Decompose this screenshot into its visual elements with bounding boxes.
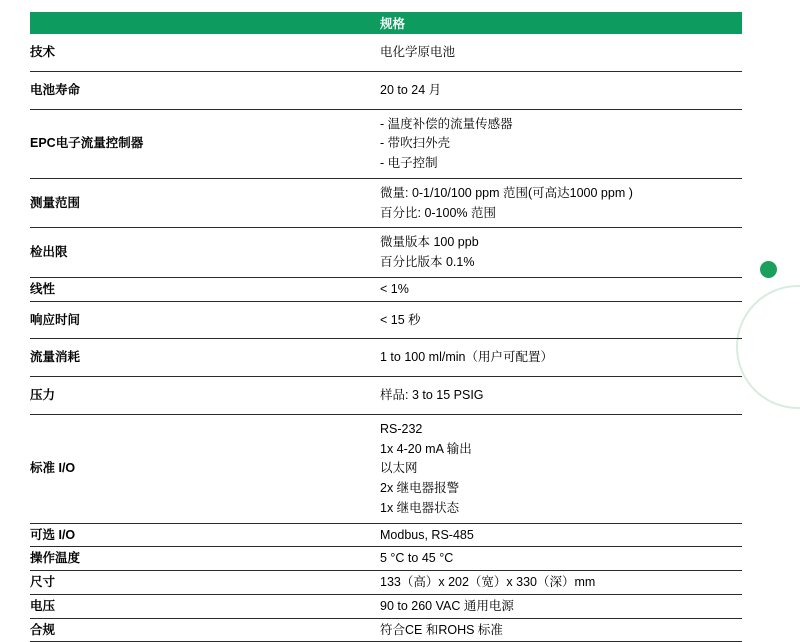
table-row xyxy=(30,178,742,228)
table-head xyxy=(30,12,742,34)
value-line: 百分比: 0-100% 范围 xyxy=(380,205,497,220)
row-label: 测量范围 xyxy=(30,178,380,228)
row-label: 线性 xyxy=(30,277,380,301)
table-row xyxy=(30,594,742,618)
value-line: 1x 4-20 mA 输出 xyxy=(380,441,472,456)
value-line: 2x 继电器报警 xyxy=(380,481,460,495)
table-row xyxy=(30,377,742,415)
row-label: 操作温度 xyxy=(30,547,380,571)
value-line: 5 °C to 45 °C xyxy=(380,551,454,566)
row-value xyxy=(380,228,742,278)
row-value xyxy=(380,71,742,109)
table-row xyxy=(30,547,742,571)
table-row xyxy=(30,34,742,71)
value-line: 133（高）x 202（宽）x 330（深）mm xyxy=(380,575,596,589)
value-line: 20 to 24 月 xyxy=(380,82,442,97)
value-line: - 带吹扫外壳 xyxy=(380,136,451,151)
row-label: 检出限 xyxy=(30,228,380,278)
row-label: 电压 xyxy=(30,594,380,618)
row-value xyxy=(380,523,742,547)
row-value xyxy=(380,547,742,571)
row-value xyxy=(380,109,742,178)
row-label: 可选 I/O xyxy=(30,523,380,547)
value-line: 符合CE 和ROHS 标准 xyxy=(380,622,503,637)
specification-table-container xyxy=(30,12,742,642)
table-row xyxy=(30,571,742,595)
row-label: 压力 xyxy=(30,377,380,415)
table-row xyxy=(30,339,742,377)
row-value xyxy=(380,178,742,228)
row-value xyxy=(380,377,742,415)
row-label: 技术 xyxy=(30,34,380,71)
row-label: 标准 I/O xyxy=(30,414,380,523)
value-line: RS-232 xyxy=(380,421,423,436)
row-label: 尺寸 xyxy=(30,571,380,595)
decorative-arc xyxy=(736,285,800,409)
row-label: 电池寿命 xyxy=(30,71,380,109)
table-row xyxy=(30,301,742,339)
value-line: 1x 继电器状态 xyxy=(380,500,460,515)
row-value xyxy=(380,34,742,71)
value-line: < 15 秒 xyxy=(380,312,421,327)
row-value xyxy=(380,571,742,595)
row-label: 流量消耗 xyxy=(30,339,380,377)
value-line: < 1% xyxy=(380,281,409,296)
value-line: 样品: 3 to 15 PSIG xyxy=(380,388,484,402)
table-row xyxy=(30,71,742,109)
table-body xyxy=(30,34,742,642)
table-row xyxy=(30,523,742,547)
header-cell-left xyxy=(30,12,380,34)
row-label: 合规 xyxy=(30,618,380,642)
row-value xyxy=(380,594,742,618)
row-label: 响应时间 xyxy=(30,301,380,339)
row-value xyxy=(380,301,742,339)
table-header-row xyxy=(30,12,742,34)
value-line: - 电子控制 xyxy=(380,156,438,170)
decorative-dot xyxy=(760,261,777,278)
value-line: 电化学原电池 xyxy=(380,45,456,59)
value-line: 百分比版本 0.1% xyxy=(380,255,475,269)
value-line: 微量: 0-1/10/100 ppm 范围(可高达1000 ppm ) xyxy=(380,185,633,200)
table-row xyxy=(30,414,742,523)
value-line: Modbus, RS-485 xyxy=(380,527,474,542)
table-row xyxy=(30,277,742,301)
value-line: - 温度补偿的流量传感器 xyxy=(380,116,513,131)
value-line: 以太网 xyxy=(380,461,418,476)
row-value xyxy=(380,277,742,301)
row-value xyxy=(380,414,742,523)
table-row xyxy=(30,618,742,642)
row-value xyxy=(380,618,742,642)
value-line: 1 to 100 ml/min（用户可配置） xyxy=(380,350,553,365)
specification-table xyxy=(30,12,742,642)
row-value xyxy=(380,339,742,377)
value-line: 微量版本 100 ppb xyxy=(380,235,479,250)
header-cell-spec: 规格 xyxy=(380,12,742,34)
table-row xyxy=(30,228,742,278)
table-row xyxy=(30,109,742,178)
row-label: EPC电子流量控制器 xyxy=(30,109,380,178)
value-line: 90 to 260 VAC 通用电源 xyxy=(380,598,514,613)
